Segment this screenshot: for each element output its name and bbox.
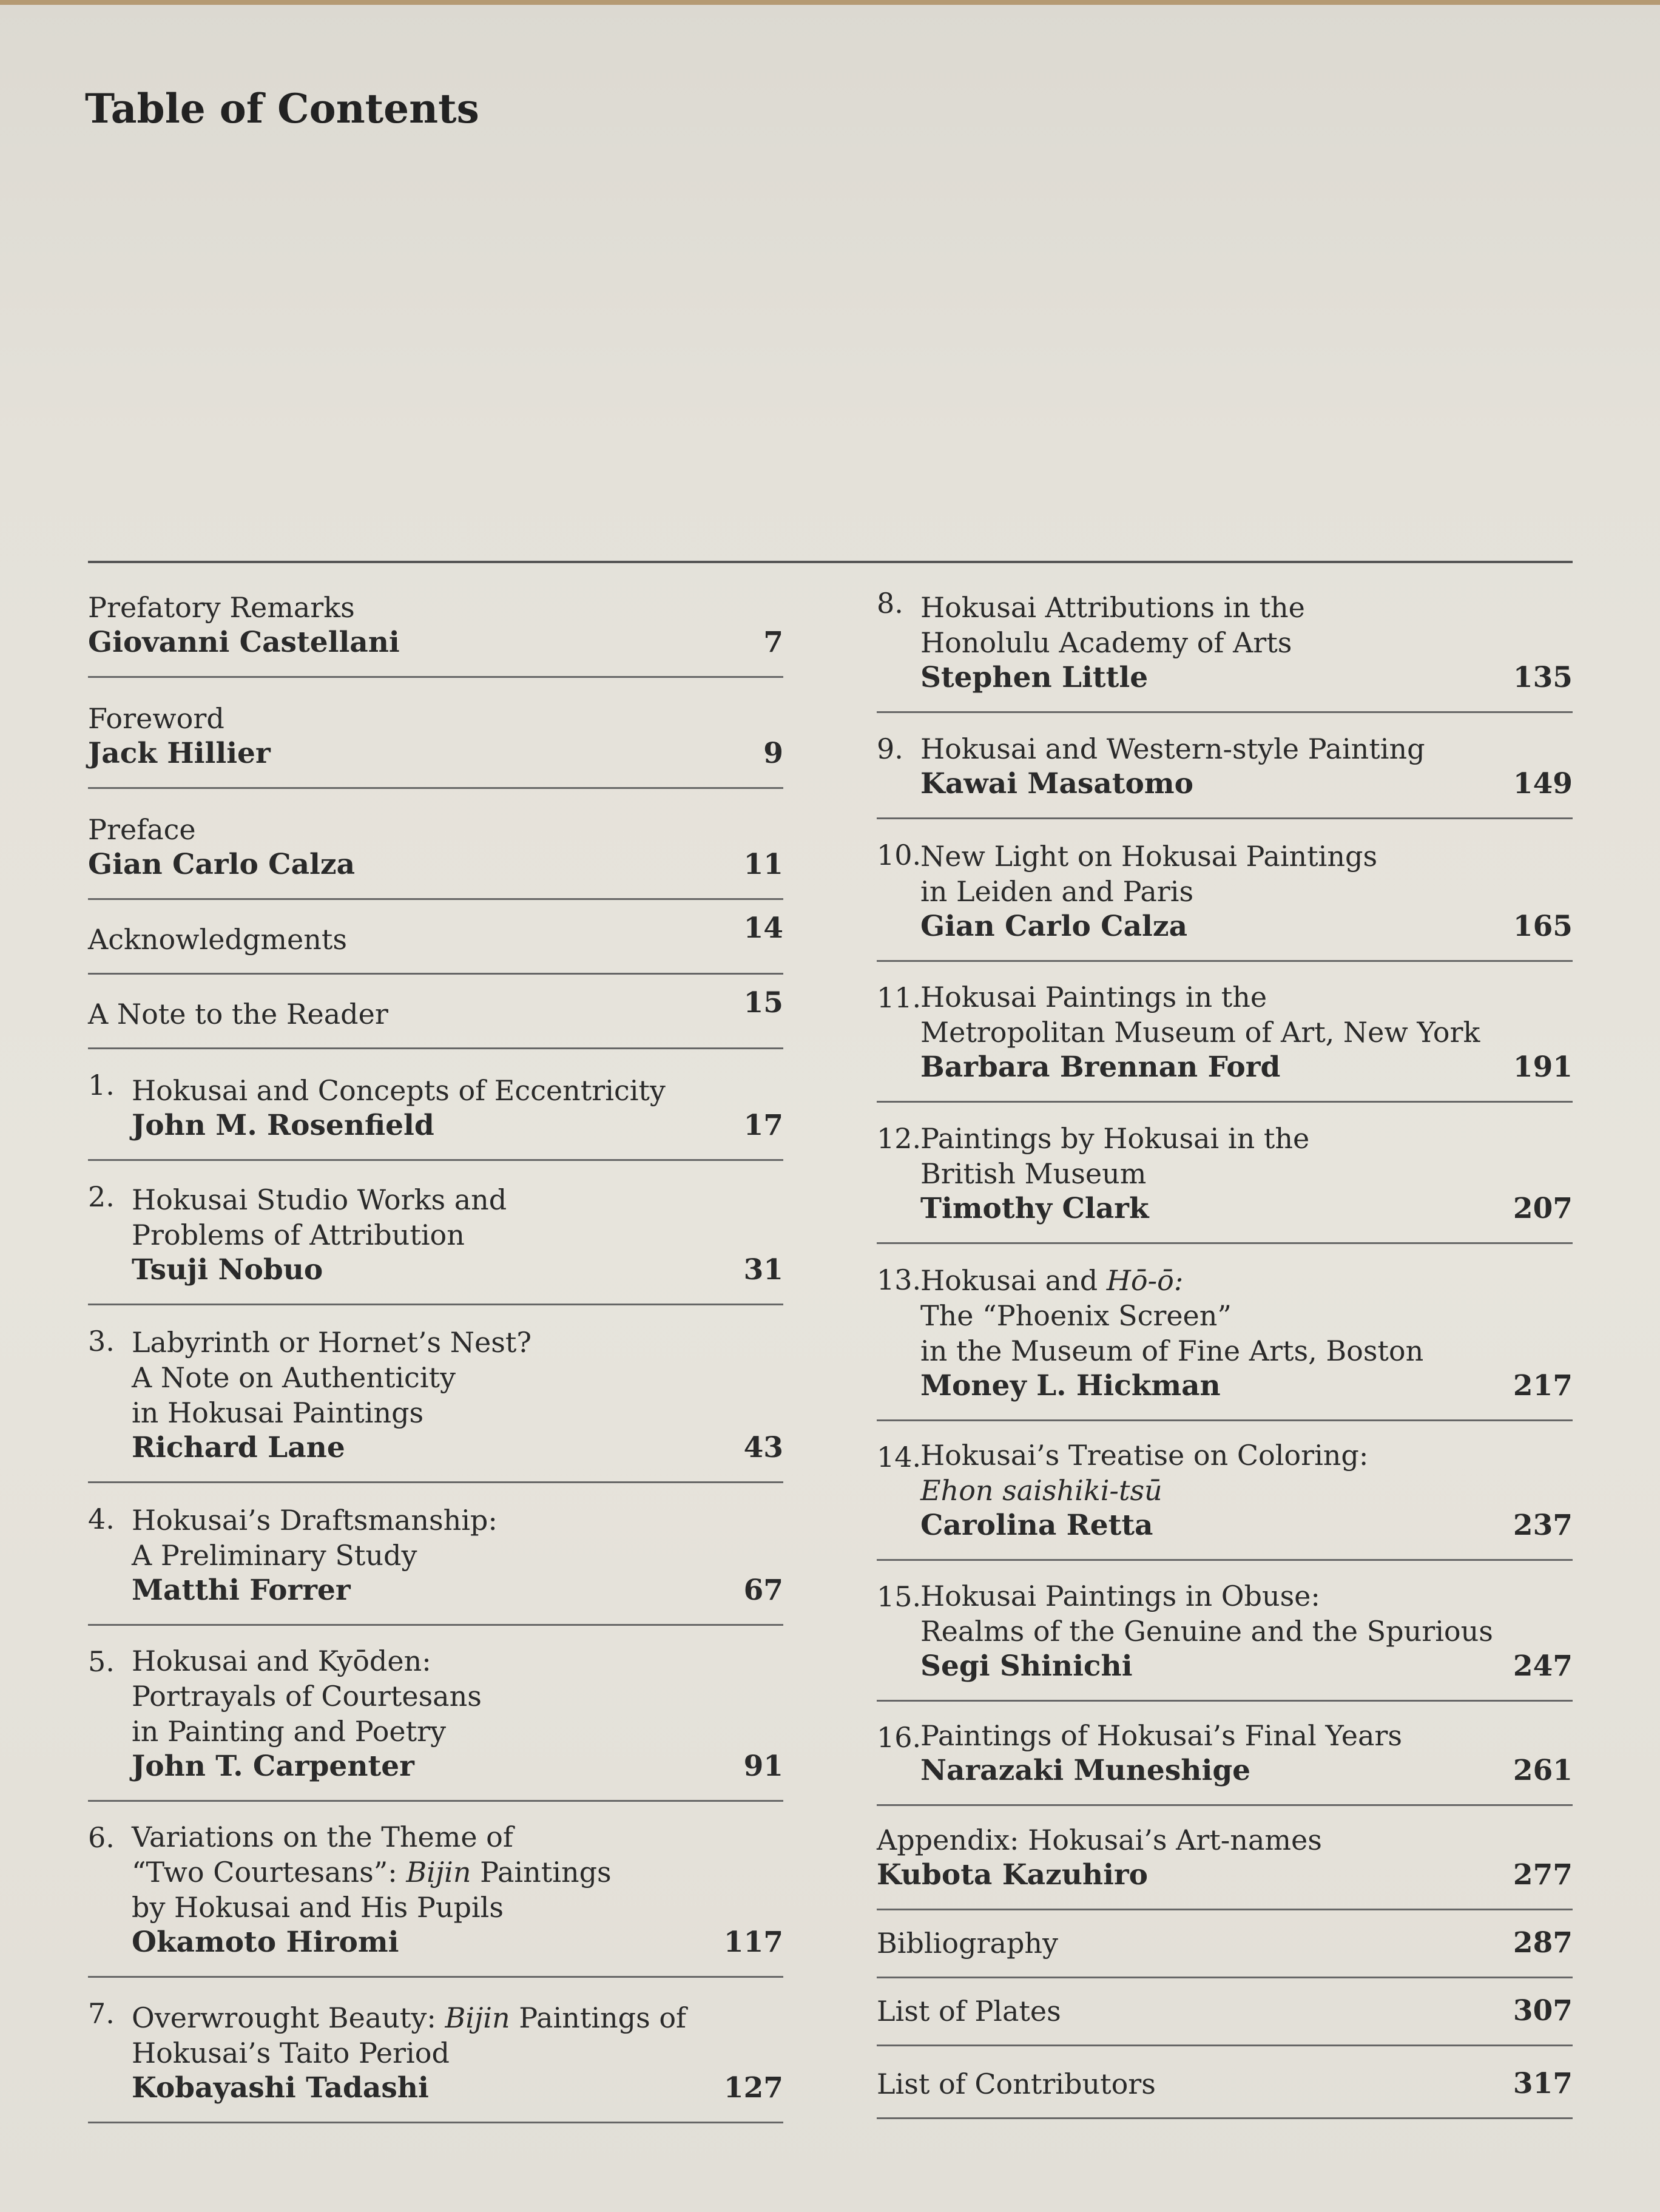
toc-entry-acknowledgments (88, 900, 783, 975)
entry-author: Richard Lane (132, 1431, 345, 1464)
entry-body (88, 812, 729, 882)
entry-author: John T. Carpenter (132, 1750, 414, 1783)
entry-title: Acknowledgments (88, 923, 347, 956)
toc-entry-foreword (88, 678, 783, 789)
chapter-number: 16. (877, 1721, 922, 1754)
entry-title: Honolulu Academy of Arts (920, 626, 1292, 659)
entry-author: Okamoto Hiromi (132, 1926, 399, 1959)
entry-title: Hokusai Paintings in Obuse: (920, 1580, 1320, 1612)
entry-title: A Note on Authenticity (132, 1361, 456, 1394)
entry-body (920, 590, 1513, 695)
entry-body (88, 590, 729, 660)
entry-title: in Hokusai Paintings (132, 1396, 424, 1429)
entry-page-number: 31 (743, 1253, 783, 1287)
entry-page-number: 15 (743, 986, 783, 1020)
toc-entry-chapter-14 (877, 1421, 1573, 1561)
entry-title: Hokusai Paintings in the (920, 981, 1267, 1013)
entry-body (132, 2000, 724, 2106)
entry-title: Bibliography (877, 1927, 1058, 1960)
entry-author: Narazaki Muneshige (920, 1754, 1251, 1787)
entry-page-number: 287 (1513, 1926, 1573, 1960)
entry-author: John M. Rosenfield (132, 1109, 434, 1142)
entry-author: Kubota Kazuhiro (877, 1858, 1149, 1892)
entry-title: Appendix: Hokusai’s Art-names (877, 1824, 1322, 1856)
entry-body (132, 1182, 729, 1288)
page-top-edge (0, 0, 1660, 5)
entry-body (132, 1503, 729, 1608)
entry-body (877, 1926, 1513, 1961)
entry-title: New Light on Hokusai Paintings (920, 840, 1378, 873)
entry-page-number: 9 (763, 737, 783, 770)
chapter-number: 11. (877, 981, 922, 1014)
toc-right-column (877, 567, 1573, 2119)
entry-title: Portrayals of Courtesans (132, 1680, 482, 1713)
entry-page-number: 237 (1513, 1509, 1573, 1542)
entry-title: Problems of Attribution (132, 1219, 465, 1251)
entry-page-number: 11 (743, 848, 783, 881)
toc-entry-prefatory-remarks (88, 567, 783, 678)
entry-title: in Leiden and Paris (920, 875, 1194, 908)
toc-entry-chapter-12 (877, 1103, 1573, 1244)
toc-entry-note-to-reader (88, 975, 783, 1049)
entry-title: “Two Courtesans”: Bijin Paintings (132, 1856, 612, 1889)
entry-page-number: 165 (1513, 910, 1573, 943)
entry-body (132, 1073, 729, 1143)
entry-title: Hokusai and Kyōden: (132, 1645, 431, 1677)
entry-title: Hokusai and Concepts of Eccentricity (132, 1074, 666, 1107)
entry-page-number: 17 (743, 1109, 783, 1142)
entry-page-number: 14 (743, 912, 783, 945)
page-title: Table of Contents (85, 85, 479, 132)
entry-page-number: 127 (723, 2071, 783, 2105)
entry-body (132, 1819, 724, 1960)
entry-author: Kawai Masatomo (920, 767, 1193, 800)
entry-page-number: 117 (723, 1926, 783, 1959)
entry-title: Ehon saishiki-tsū (920, 1474, 1162, 1507)
chapter-number: 14. (877, 1441, 922, 1473)
entry-author: Matthi Forrer (132, 1574, 351, 1607)
chapter-number: 9. (877, 732, 903, 765)
entry-author: Tsuji Nobuo (132, 1253, 323, 1287)
chapter-number: 5. (88, 1645, 115, 1678)
entry-page-number: 149 (1513, 767, 1573, 800)
entry-title: Hokusai Studio Works and (132, 1183, 507, 1216)
toc-entry-chapter-10 (877, 819, 1573, 962)
chapter-number: 10. (877, 839, 922, 871)
entry-body (920, 1438, 1513, 1543)
toc-entry-chapter-8 (877, 567, 1573, 713)
entry-author: Kobayashi Tadashi (132, 2071, 429, 2105)
entry-page-number: 91 (743, 1750, 783, 1783)
toc-entry-chapter-3 (88, 1305, 783, 1483)
chapter-number: 8. (877, 587, 903, 620)
entry-body (132, 1643, 729, 1784)
chapter-number: 6. (88, 1821, 115, 1854)
entry-page-number: 247 (1513, 1649, 1573, 1683)
chapter-number: 4. (88, 1503, 115, 1535)
entry-body (920, 839, 1513, 944)
toc-entry-appendix (877, 1806, 1573, 1910)
entry-body (920, 1578, 1513, 1684)
entry-author: Carolina Retta (920, 1509, 1153, 1542)
entry-title: Paintings by Hokusai in the (920, 1122, 1310, 1155)
entry-title: A Preliminary Study (132, 1539, 417, 1572)
toc-entry-chapter-15 (877, 1561, 1573, 1702)
entry-page-number: 277 (1513, 1858, 1573, 1892)
toc-entry-chapter-9 (877, 713, 1573, 819)
entry-title: List of Plates (877, 1995, 1061, 2028)
entry-title: by Hokusai and His Pupils (132, 1891, 504, 1924)
entry-body (920, 731, 1513, 802)
entry-body (877, 2066, 1513, 2102)
entry-title: Metropolitan Museum of Art, New York (920, 1016, 1480, 1049)
entry-author: Giovanni Castellani (88, 626, 400, 659)
entry-page-number: 217 (1513, 1369, 1573, 1402)
entry-author: Gian Carlo Calza (88, 848, 356, 881)
entry-author: Jack Hillier (88, 737, 271, 770)
entry-title: A Note to the Reader (88, 998, 388, 1030)
entry-page-number: 317 (1513, 2067, 1573, 2100)
toc-entry-chapter-16 (877, 1702, 1573, 1806)
toc-entry-bibliography (877, 1910, 1573, 1978)
entry-title: Prefatory Remarks (88, 591, 355, 624)
entry-author: Barbara Brennan Ford (920, 1050, 1281, 1084)
entry-body (920, 1263, 1513, 1404)
entry-title: List of Contributors (877, 2068, 1156, 2100)
toc-entry-list-of-contributors (877, 2046, 1573, 2119)
entry-author: Gian Carlo Calza (920, 910, 1188, 943)
toc-entry-chapter-7 (88, 1978, 783, 2123)
toc-entry-chapter-13 (877, 1244, 1573, 1421)
entry-page-number: 135 (1513, 661, 1573, 694)
entry-title: British Museum (920, 1157, 1147, 1190)
entry-body (920, 979, 1513, 1085)
entry-page-number: 191 (1513, 1050, 1573, 1084)
toc-entry-chapter-11 (877, 962, 1573, 1103)
entry-page-number: 67 (743, 1574, 783, 1607)
entry-page-number: 207 (1513, 1192, 1573, 1225)
entry-title: Hokusai’s Taito Period (132, 2037, 450, 2069)
entry-body (88, 996, 729, 1032)
entry-body (132, 1325, 729, 1466)
entry-body (920, 1718, 1513, 1788)
toc-entry-list-of-plates (877, 1978, 1573, 2046)
entry-body (920, 1121, 1513, 1226)
entry-title: Realms of the Genuine and the Spurious (920, 1615, 1493, 1648)
toc-entry-chapter-4 (88, 1483, 783, 1626)
entry-body (877, 1994, 1513, 2029)
entry-author: Timothy Clark (920, 1192, 1149, 1225)
entry-body (877, 1822, 1513, 1893)
entry-title: Hokusai and Western-style Painting (920, 732, 1425, 765)
chapter-number: 13. (877, 1263, 922, 1296)
chapter-number: 15. (877, 1580, 922, 1613)
entry-title: Overwrought Beauty: Bijin Paintings of (132, 2001, 687, 2034)
entry-title: Hokusai Attributions in the (920, 591, 1305, 624)
entry-title: in the Museum of Fine Arts, Boston (920, 1334, 1424, 1367)
entry-title: Foreword (88, 702, 224, 735)
entry-title: Hokusai’s Draftsmanship: (132, 1504, 498, 1537)
entry-title: Labyrinth or Hornet’s Nest? (132, 1326, 531, 1359)
entry-title: Hokusai’s Treatise on Coloring: (920, 1439, 1369, 1472)
entry-body (88, 701, 729, 771)
entry-title: The “Phoenix Screen” (920, 1299, 1232, 1332)
chapter-number: 2. (88, 1180, 115, 1213)
entry-author: Stephen Little (920, 661, 1149, 694)
chapter-number: 12. (877, 1122, 922, 1155)
header-rule (88, 561, 1573, 563)
toc-entry-chapter-2 (88, 1161, 783, 1305)
toc-entry-preface (88, 789, 783, 900)
toc-left-column (88, 567, 783, 2123)
entry-page-number: 7 (763, 626, 783, 659)
toc-entry-chapter-6 (88, 1802, 783, 1978)
entry-title: in Painting and Poetry (132, 1715, 447, 1748)
chapter-number: 1. (88, 1069, 115, 1101)
entry-page-number: 261 (1513, 1754, 1573, 1787)
entry-body (88, 922, 729, 957)
entry-title: Paintings of Hokusai’s Final Years (920, 1719, 1403, 1752)
chapter-number: 7. (88, 1997, 115, 2030)
entry-title: Hokusai and Hō-ō: (920, 1264, 1184, 1297)
toc-entry-chapter-5 (88, 1626, 783, 1802)
toc-entry-chapter-1 (88, 1049, 783, 1161)
entry-page-number: 307 (1513, 1994, 1573, 2028)
entry-author: Segi Shinichi (920, 1649, 1133, 1683)
entry-author: Money L. Hickman (920, 1369, 1221, 1402)
entry-page-number: 43 (743, 1431, 783, 1464)
entry-title: Preface (88, 813, 196, 846)
chapter-number: 3. (88, 1325, 115, 1358)
entry-title: Variations on the Theme of (132, 1821, 513, 1853)
